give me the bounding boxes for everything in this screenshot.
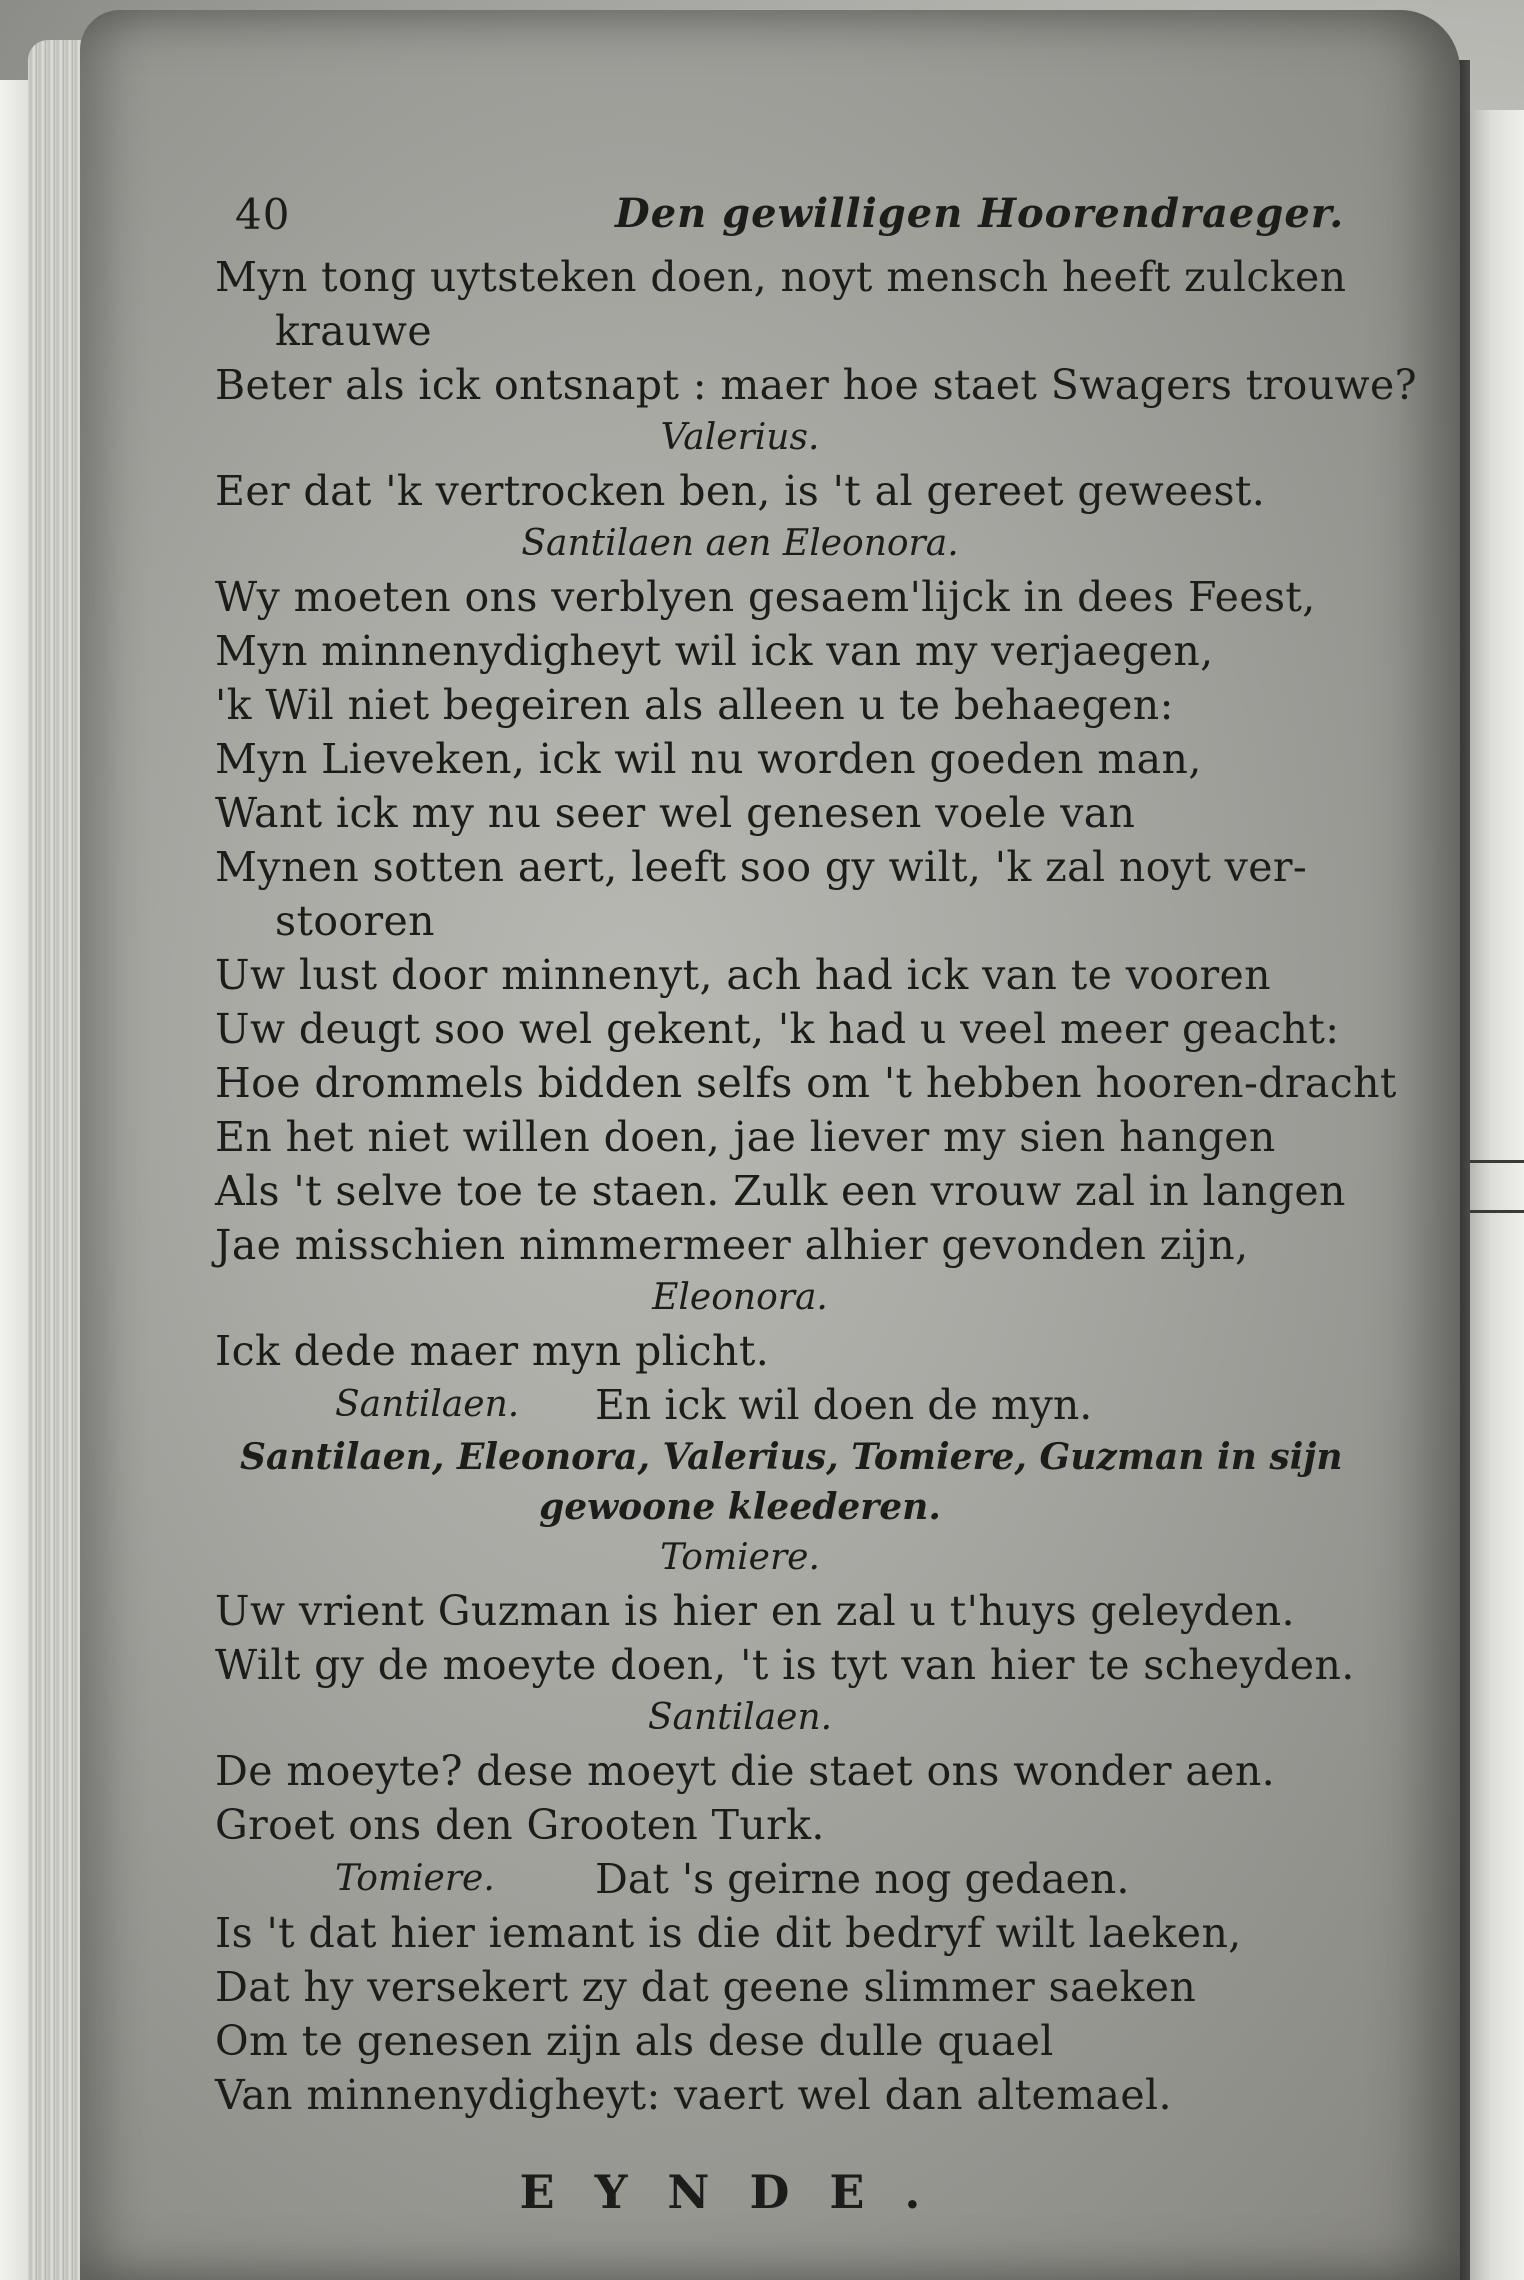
split-line: [215, 1852, 1465, 1906]
speaker-label: Valerius.: [660, 417, 820, 458]
verse-line: Dat 's geirne nog gedaen.: [595, 1855, 1130, 1903]
speaker-label: Santilaen aen Eleonora.: [521, 523, 959, 564]
cast-list: gewoone kleederen.: [539, 1486, 941, 1528]
verse-line: Wilt gy de moeyte doen, 't is tyt van hier te scheyden.: [215, 1641, 1355, 1689]
speaker-label: Santilaen.: [647, 1697, 833, 1738]
cast-list: Santilaen, Eleonora, Valerius, Tomiere, Guzman in sijn: [240, 1436, 1343, 1478]
verse-line: Als 't selve toe te staen. Zulk een vrouw zal in langen: [215, 1167, 1346, 1215]
verse-line: Want ick my nu seer wel genesen voele van: [215, 789, 1136, 837]
facing-page-rule: [1470, 1160, 1524, 1163]
verse-line: Myn minnenydigheyt wil ick van my verjaegen,: [215, 627, 1214, 675]
verse-line: De moeyte? dese moeyt die staet ons wonder aen.: [215, 1747, 1276, 1795]
verse-line: Om te genesen zijn als dese dulle quael: [215, 2017, 1054, 2065]
verse-line: Dat hy versekert zy dat geene slimmer saeken: [215, 1963, 1197, 2011]
verse-line: Wy moeten ons verblyen gesaem'lijck in dees Feest,: [215, 573, 1316, 621]
verse-line: En ick wil doen de myn.: [595, 1381, 1093, 1429]
running-header: [215, 190, 1465, 250]
split-line: [215, 1378, 1465, 1432]
verse-line: krauwe: [275, 307, 433, 355]
verse-line: Myn tong uytsteken doen, noyt mensch heeft zulcken: [215, 253, 1347, 301]
verse-line: Eer dat 'k vertrocken ben, is 't al gereet geweest.: [215, 467, 1266, 515]
running-title: Den gewilligen Hoorendraeger.: [615, 190, 1345, 237]
verse-line: Hoe drommels bidden selfs om 't hebben hooren-dracht: [215, 1059, 1397, 1107]
verse-line: Van minnenydigheyt: vaert wel dan altemael.: [215, 2071, 1172, 2119]
verse-line: En het niet willen doen, jae liever my sien hangen: [215, 1113, 1276, 1161]
verse-line: stooren: [275, 897, 435, 945]
verse-line: Uw lust door minnenyt, ach had ick van te vooren: [215, 951, 1271, 999]
verse-line: Uw deugt soo wel gekent, 'k had u veel meer geacht:: [215, 1005, 1340, 1053]
speaker-label: Tomiere.: [660, 1537, 820, 1578]
verse-line: Ick dede maer myn plicht.: [215, 1327, 770, 1375]
verse-line: Is 't dat hier iemant is die dit bedryf wilt laeken,: [215, 1909, 1242, 1957]
facing-page-rule: [1470, 1210, 1524, 1213]
verse-line: Mynen sotten aert, leeft soo gy wilt, 'k zal noyt ver-: [215, 843, 1308, 891]
page-text: [215, 190, 1465, 2232]
verse-line: Myn Lieveken, ick wil nu worden goeden man,: [215, 735, 1202, 783]
verse-line: Jae misschien nimmermeer alhier gevonden zijn,: [215, 1221, 1249, 1269]
verse-line: Groet ons den Grooten Turk.: [215, 1801, 825, 1849]
verse-line: Uw vrient Guzman is hier en zal u t'huys geleyden.: [215, 1587, 1295, 1635]
speaker-label: Eleonora.: [652, 1277, 828, 1318]
speaker-label: Santilaen.: [335, 1384, 520, 1425]
end-mark: EYNDE.: [519, 2165, 961, 2219]
speaker-label: Tomiere.: [335, 1858, 495, 1899]
page-number: 40: [235, 190, 291, 239]
verse-line: 'k Wil niet begeiren als alleen u te behaegen:: [215, 681, 1174, 729]
verse-line: Beter als ick ontsnapt : maer hoe staet Swagers trouwe?: [215, 361, 1418, 409]
